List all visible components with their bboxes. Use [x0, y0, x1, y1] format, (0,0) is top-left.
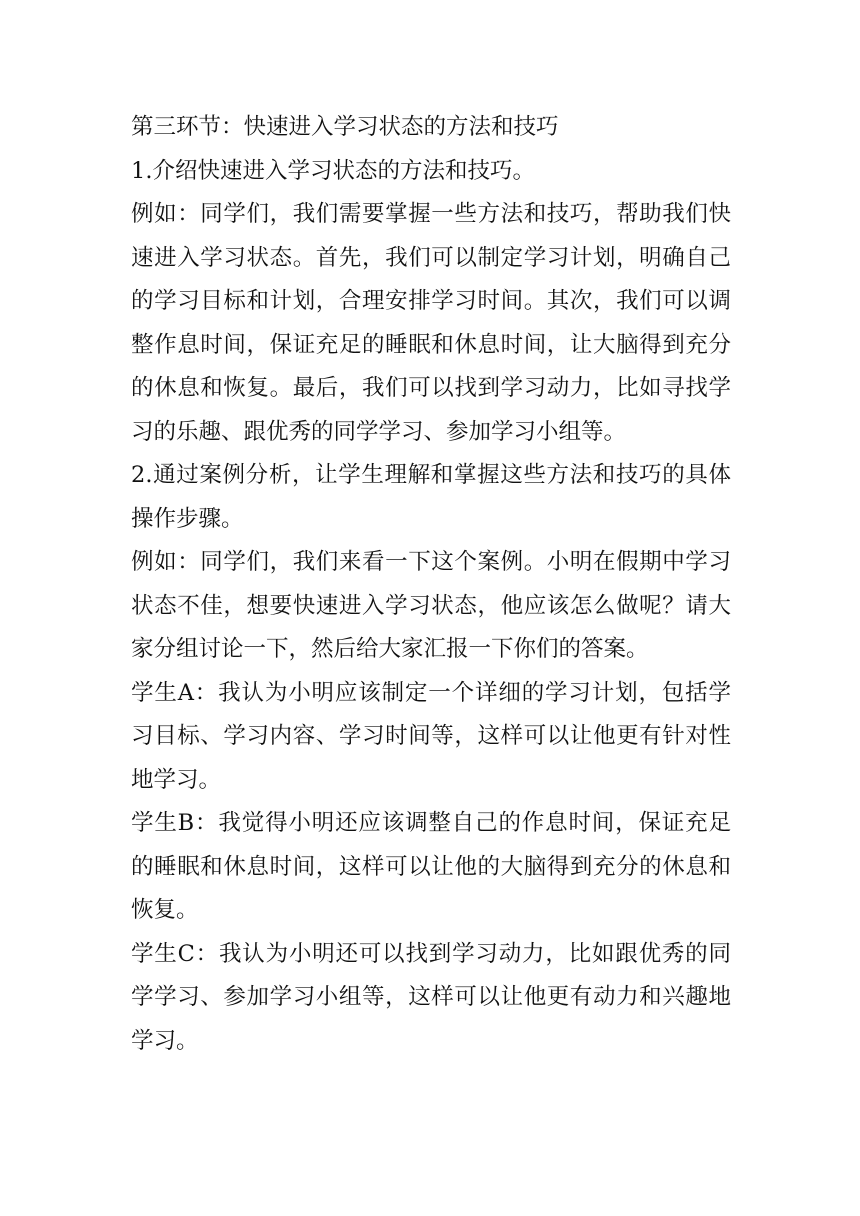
paragraph-step-2: 2.通过案例分析，让学生理解和掌握这些方法和技巧的具体操作步骤。 [131, 462, 731, 532]
paragraph-step-1: 1.介绍快速进入学习状态的方法和技巧。 [131, 157, 535, 184]
section-heading: 第三环节：快速进入学习状态的方法和技巧 [131, 114, 559, 140]
paragraph-student-b: 学生B：我觉得小明还应该调整自己的作息时间，保证充足的睡眠和休息时间，这样可以让他的大脑得到充分的休息和恢复。 [131, 810, 731, 923]
paragraph-example-2: 例如：同学们，我们来看一下这个案例。小明在假期中学习状态不佳，想要快速进入学习状态，他应该怎么做呢？请大家分组讨论一下，然后给大家汇报一下你们的答案。 [131, 549, 731, 662]
paragraph-student-a: 学生A：我认为小明应该制定一个详细的学习计划，包括学习目标、学习内容、学习时间等，这样可以让他更有针对性地学习。 [131, 679, 731, 793]
document-body [131, 106, 731, 1063]
paragraph-student-c: 学生C：我认为小明还可以找到学习动力，比如跟优秀的同学学习、参加学习小组等，这样可以让他更有动力和兴趣地学习。 [131, 940, 731, 1054]
paragraph-example-1: 例如：同学们，我们需要掌握一些方法和技巧，帮助我们快速进入学习状态。首先，我们可以制定学习计划，明确自己的学习目标和计划，合理安排学习时间。其次，我们可以调整作息时间，保证充足的睡眠和休息时间，让大脑得到充分的休息和恢复。最后，我们可以找到学习动力，比如寻找学习的乐趣、跟优秀的同学学习、参加学习小组等。 [131, 201, 731, 445]
